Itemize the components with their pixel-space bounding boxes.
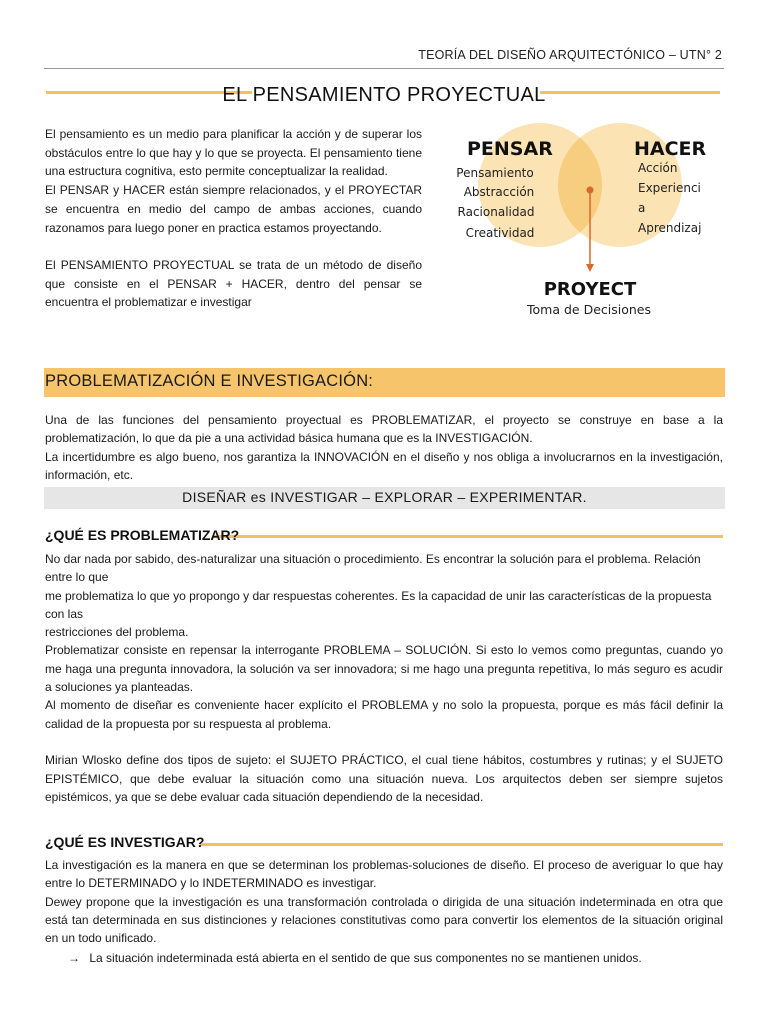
- document-header: TEORÍA DEL DISEÑO ARQUITECTÓNICO – UTN° 2: [418, 48, 722, 62]
- hacer-item: Experienci: [638, 181, 701, 195]
- investigar-paragraph-1: La investigación es la manera en que se determinan los problemas-soluciones de diseño. El proceso de averiguar lo que hay entre lo DETERMINADO y lo INDETERMINADO es investigar.: [45, 858, 723, 891]
- investigar-heading-line: [200, 843, 723, 846]
- motto-text: DISEÑAR es INVESTIGAR – EXPLORAR – EXPERIMENTAR.: [182, 489, 587, 505]
- hacer-title: HACER: [634, 138, 707, 160]
- header-divider: [44, 68, 724, 69]
- arrow-down-icon: [586, 264, 594, 272]
- problematizar-paragraph-4: Mirian Wlosko define dos tipos de sujeto: el SUJETO PRÁCTICO, el cual tiene hábitos, costumbres y rutinas; y el SUJETO EPISTÉMICO, que debe evaluar la situación como una situación nueva. Los arquitectos deben ser siempre sujetos epistémicos, ya que se debe evaluar cada situación dependiendo de la necesidad.: [45, 753, 723, 804]
- problematizar-paragraph-3: Al momento de diseñar es conveniente hacer explícito el PROBLEMA y no solo la propuesta, porque es más fácil definir la calidad de la propuesta por su respuesta al problema.: [45, 698, 723, 731]
- problematizar-line-2: me problematiza lo que yo propongo y dar respuestas coherentes. Es la capacidad de unir las características de la propuesta con las: [45, 588, 712, 621]
- arrow-right-icon: →: [68, 951, 80, 965]
- section-intro: [45, 411, 723, 484]
- section-intro-paragraph-2: La incertidumbre es algo bueno, nos garantiza la INNOVACIÓN en el diseño y nos obliga a involucrarnos en la investigación, información, etc.: [45, 449, 723, 482]
- pensar-item: Racionalidad: [457, 205, 535, 219]
- problematizar-heading: ¿QUÉ ES PROBLEMATIZAR?: [45, 527, 240, 543]
- problematizar-paragraph-2: Problematizar consiste en repensar la interrogante PROBLEMA – SOLUCIÓN. Si esto lo vemos como preguntas, cuando yo me haga una pregunta innovadora, la solución va ser innovadora; si me hago una pregunta repetitiva, lo más seguro es acudir a soluciones ya planteadas.: [45, 643, 723, 695]
- hacer-item: Acción: [638, 161, 678, 175]
- investigar-paragraph-2: Dewey propone que la investigación es una transformación controlada o dirigida de una situación indeterminada en otra que está tan determinada en sus distinciones y relaciones constitutivas como para convertir los elementos de la situación original en un todo unificado.: [45, 894, 723, 946]
- problematizar-line-1: No dar nada por sabido, des-naturalizar una situación o procedimiento. Es encontrar la solución para el problema. Relación entre lo que: [45, 552, 701, 585]
- bullet-item: [68, 949, 642, 967]
- bullet-text: La situación indeterminada está abierta en el sentido de que sus componentes no se mantienen unidos.: [89, 951, 642, 965]
- intro-paragraph-1: El pensamiento es un medio para planificar la acción y de superar los obstáculos entre lo que hay y lo que se proyecta. El pensamiento tiene una estructura cognitiva, esto permite conceptualizar la realidad.: [45, 127, 422, 179]
- pensar-item: Pensamiento: [456, 166, 534, 180]
- investigar-text: [45, 856, 723, 947]
- proyect-title: PROYECT: [543, 279, 637, 300]
- pensar-item: Creatividad: [465, 226, 535, 240]
- investigar-heading: ¿QUÉ ES INVESTIGAR?: [45, 834, 205, 850]
- problematizar-text: [45, 550, 723, 806]
- venn-diagram: [440, 120, 740, 330]
- intro-paragraph-3: El PENSAMIENTO PROYECTUAL se trata de un método de diseño que consiste en el PENSAR + HACER, dentro del pensar se encuentra el problematizar e investigar: [45, 257, 422, 310]
- page-title: EL PENSAMIENTO PROYECTUAL: [222, 84, 546, 106]
- pensar-item: Abstracción: [463, 185, 535, 199]
- proyect-subtitle: Toma de Decisiones: [527, 302, 651, 317]
- problematizar-line-3: restricciones del problema.: [45, 625, 189, 640]
- section-intro-paragraph-1: Una de las funciones del pensamiento proyectual es PROBLEMATIZAR, el proyecto se construye en base a la problematización, lo que da pie a una actividad básica humana que es la INVESTIGACIÓN.: [45, 413, 723, 446]
- intro-text: [45, 125, 422, 312]
- pensar-title: PENSAR: [467, 138, 553, 160]
- hacer-item: Aprendizaj: [638, 221, 702, 235]
- section-title: PROBLEMATIZACIÓN E INVESTIGACIÓN:: [45, 372, 374, 390]
- intro-paragraph-2: El PENSAR y HACER están siempre relacionados, y el PROYECTAR se encuentra en medio del campo de ambas acciones, cuando razonamos para luego poner en practica estamos proyectando.: [45, 183, 422, 235]
- hacer-item: a: [638, 201, 646, 215]
- problematizar-heading-line: [213, 535, 723, 538]
